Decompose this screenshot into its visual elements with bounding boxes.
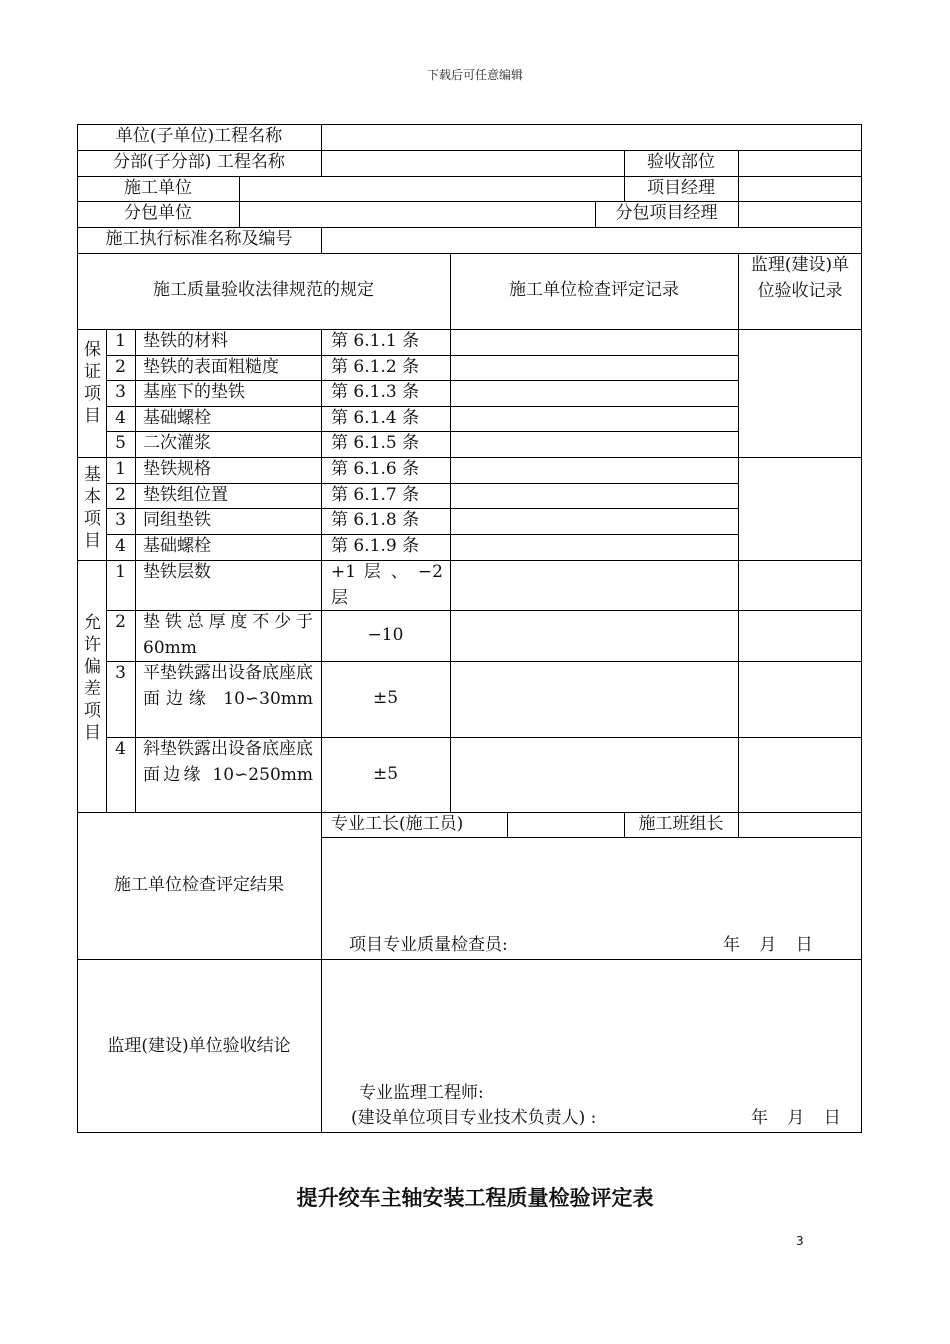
grid-line — [321, 329, 322, 812]
item-tolerance-value: ±5 — [372, 688, 399, 708]
grid-line — [738, 812, 739, 837]
item-clause: 第 6.1.4 条 — [331, 408, 420, 428]
date-1: 年 月 日 — [723, 935, 813, 955]
acceptance-part-label: 验收部位 — [647, 152, 715, 172]
date-2: 年 月 日 — [751, 1108, 841, 1128]
inspection-result-label: 施工单位检查评定结果 — [114, 875, 284, 895]
item-tolerance-value: −10 — [367, 625, 404, 645]
group-basic: 基本项目 — [84, 465, 101, 551]
quality-inspection-form — [77, 124, 862, 1133]
grid-line — [77, 1132, 862, 1133]
item-name: 平垫铁露出设备底座底面边缘 10∽30mm — [143, 663, 313, 709]
item-clause: 第 6.1.6 条 — [331, 459, 420, 479]
item-name: 同组垫铁 — [143, 510, 211, 530]
item-name: 基础螺栓 — [143, 536, 211, 556]
item-tolerance-value: +1 层 、 −2 层 — [331, 562, 443, 608]
item-no: 2 — [115, 357, 126, 377]
grid-line — [77, 959, 862, 960]
item-no: 4 — [115, 536, 126, 556]
item-tolerance-value: ±5 — [372, 764, 399, 784]
unit-project-label: 单位(子单位)工程名称 — [115, 126, 283, 146]
group-tolerance: 允许偏差项目 — [84, 613, 101, 743]
grid-line — [321, 124, 322, 176]
grid-line — [239, 176, 240, 227]
grid-line — [321, 227, 322, 253]
standard-label: 施工执行标准名称及编号 — [105, 229, 293, 249]
item-no: 3 — [115, 510, 126, 530]
item-name: 二次灌浆 — [143, 433, 211, 453]
item-clause: 第 6.1.9 条 — [331, 536, 420, 556]
grid-line — [738, 253, 739, 812]
page-title: 提升绞车主轴安装工程质量检验评定表 — [296, 1186, 654, 1210]
item-name: 垫铁层数 — [143, 562, 211, 582]
item-no: 4 — [115, 739, 126, 759]
team-leader-label: 施工班组长 — [638, 814, 724, 834]
group-guarantee: 保证项目 — [84, 340, 101, 426]
grid-line — [321, 812, 322, 1132]
foreman-label: 专业工长(施工员) — [331, 814, 464, 834]
grid-line — [77, 124, 78, 1133]
owner-rep-label: (建设单位项目专业技术负责人) : — [351, 1108, 597, 1128]
item-name: 基础螺栓 — [143, 408, 211, 428]
grid-line — [861, 124, 862, 1133]
item-name: 垫铁总厚度不少于 60mm — [143, 612, 313, 658]
subcontractor-label: 分包单位 — [124, 203, 192, 223]
item-clause: 第 6.1.8 条 — [331, 510, 420, 530]
page-number: 3 — [796, 1234, 804, 1248]
engineer-label: 专业监理工程师: — [359, 1083, 484, 1103]
inspection-record-header: 施工单位检查评定记录 — [509, 280, 679, 300]
item-clause: 第 6.1.1 条 — [331, 331, 420, 351]
project-manager-label: 项目经理 — [647, 178, 715, 198]
grid-line — [77, 812, 862, 813]
sub-project-label: 分部(子分部) 工程名称 — [113, 152, 285, 172]
regulation-header: 施工质量验收法律规范的规定 — [153, 280, 374, 300]
contractor-label: 施工单位 — [124, 178, 192, 198]
grid-line — [450, 253, 451, 812]
supervision-conclusion-label: 监理(建设)单位验收结论 — [107, 1036, 291, 1056]
item-clause: 第 6.1.5 条 — [331, 433, 420, 453]
item-name: 垫铁的材料 — [143, 331, 228, 351]
item-no: 4 — [115, 408, 126, 428]
sub-project-manager-label: 分包项目经理 — [615, 203, 718, 223]
item-name: 斜垫铁露出设备底座底面边缘 10∽250mm — [143, 739, 313, 785]
item-no: 3 — [115, 382, 126, 402]
item-name: 垫铁组位置 — [143, 485, 228, 505]
header-note: 下载后可任意编辑 — [426, 68, 523, 82]
item-no: 1 — [115, 459, 126, 479]
item-no: 5 — [115, 433, 126, 453]
grid-line — [507, 812, 508, 837]
item-name: 垫铁的表面粗糙度 — [143, 357, 279, 377]
item-clause: 第 6.1.2 条 — [331, 357, 420, 377]
item-no: 3 — [115, 663, 126, 683]
item-clause: 第 6.1.7 条 — [331, 485, 420, 505]
grid-line — [738, 150, 739, 227]
item-clause: 第 6.1.3 条 — [331, 382, 420, 402]
grid-line — [135, 329, 136, 812]
item-no: 2 — [115, 612, 126, 632]
item-no: 1 — [115, 331, 126, 351]
item-no: 1 — [115, 562, 126, 582]
item-name: 基座下的垫铁 — [143, 382, 245, 402]
item-no: 2 — [115, 485, 126, 505]
item-name: 垫铁规格 — [143, 459, 211, 479]
inspector-label: 项目专业质量检查员: — [349, 935, 508, 955]
supervision-record-header: 监理(建设)单位验收记录 — [750, 255, 850, 301]
